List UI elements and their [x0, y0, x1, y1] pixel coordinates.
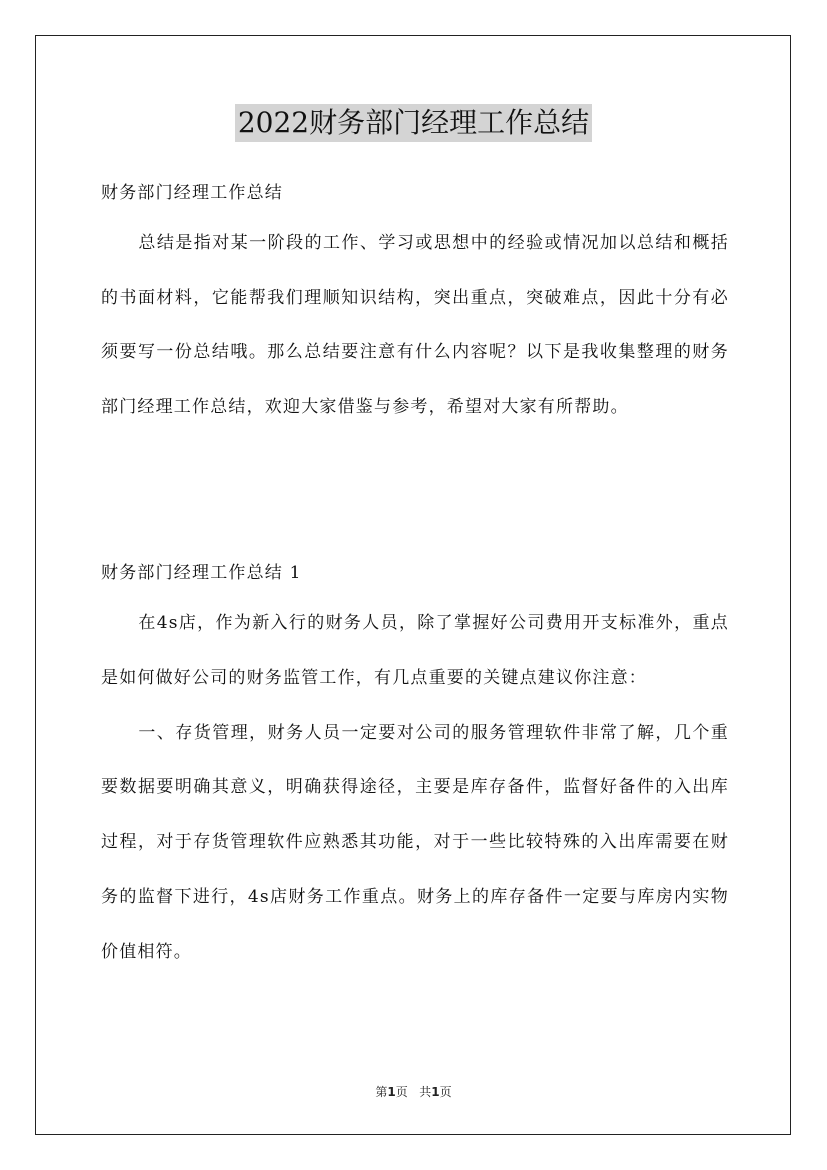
section-1-paragraph-1: 在4s店，作为新入行的财务人员，除了掌握好公司费用开支标准外，重点是如何做好公司的财务监管工作，有几点重要的关键点建议你注意：: [101, 613, 729, 688]
section-1-heading: 财务部门经理工作总结 1: [101, 563, 302, 583]
footer-total-suffix: 页: [439, 1085, 452, 1099]
footer-page-suffix: 页: [395, 1085, 408, 1099]
section-1-paragraph-2: 一、存货管理，财务人员一定要对公司的服务管理软件非常了解，几个重要数据要明确其意义，明确获得途径，主要是库存备件，监督好备件的入出库过程，对于存货管理软件应熟悉其功能，对于一些比较特殊的入出库需要在财务的监督下进行，4s店财务工作重点。财务上的库存备件一定要与库房内实物价值相符。: [101, 722, 729, 962]
intro-section: [101, 172, 729, 434]
footer-total-number: 1: [431, 1085, 440, 1099]
page-footer: [0, 1083, 827, 1100]
intro-heading: 财务部门经理工作总结: [101, 183, 283, 203]
footer-total-prefix: 共: [419, 1085, 432, 1099]
document-title: 2022财务部门经理工作总结: [235, 104, 592, 142]
section-1: [101, 552, 729, 980]
footer-page-number: 1: [387, 1085, 396, 1099]
footer-page-prefix: 第: [375, 1085, 388, 1099]
intro-paragraph: 总结是指对某一阶段的工作、学习或思想中的经验或情况加以总结和概括的书面材料，它能帮我们理顺知识结构，突出重点，突破难点，因此十分有必须要写一份总结哦。那么总结要注意有什么内容呢？以下是我收集整理的财务部门经理工作总结，欢迎大家借鉴与参考，希望对大家有所帮助。: [101, 233, 729, 417]
title-container: [0, 104, 827, 142]
